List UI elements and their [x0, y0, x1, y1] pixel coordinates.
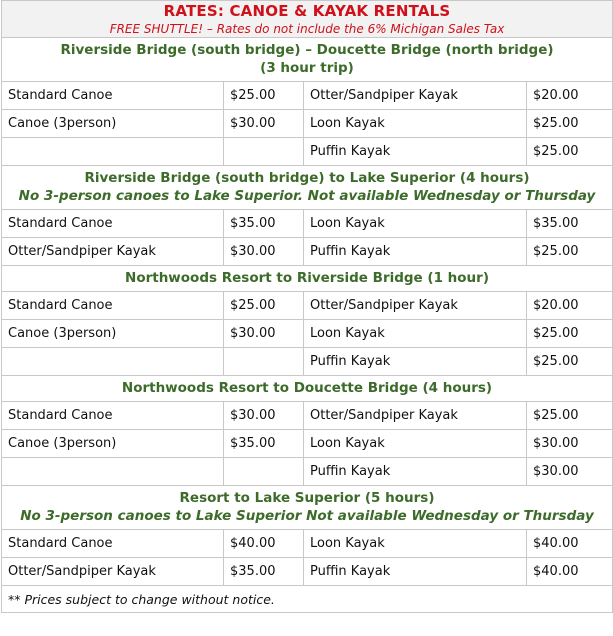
price-cell: $35.00 [224, 430, 304, 458]
price-cell [224, 348, 304, 376]
item-name-cell: Puffin Kayak [304, 238, 527, 266]
section-note: No 3-person canoes to Lake Superior Not available Wednesday or Thursday [20, 508, 594, 524]
table-row [2, 458, 613, 486]
item-name-cell: Canoe (3person) [2, 110, 224, 138]
item-name-cell: Canoe (3person) [2, 320, 224, 348]
item-name-cell: Canoe (3person) [2, 430, 224, 458]
table-row [2, 210, 613, 238]
footer-note: ** Prices subject to change without notice. [2, 586, 613, 613]
item-name-cell: Loon Kayak [304, 320, 527, 348]
table-row [2, 110, 613, 138]
section-header-row [2, 376, 613, 402]
item-name-cell: Standard Canoe [2, 210, 224, 238]
item-name-cell: Loon Kayak [304, 430, 527, 458]
price-cell: $20.00 [527, 292, 613, 320]
price-cell: $25.00 [527, 402, 613, 430]
item-name-cell [2, 348, 224, 376]
price-cell: $35.00 [527, 210, 613, 238]
section-header-row [2, 266, 613, 292]
price-cell: $25.00 [527, 138, 613, 166]
table-row [2, 138, 613, 166]
price-cell: $25.00 [527, 110, 613, 138]
item-name-cell: Puffin Kayak [304, 558, 527, 586]
item-name-cell: Puffin Kayak [304, 348, 527, 376]
table-row [2, 430, 613, 458]
footer-row [2, 586, 613, 613]
price-cell: $30.00 [527, 430, 613, 458]
item-name-cell: Standard Canoe [2, 402, 224, 430]
price-cell: $30.00 [224, 238, 304, 266]
item-name-cell: Standard Canoe [2, 292, 224, 320]
item-name-cell: Otter/Sandpiper Kayak [304, 82, 527, 110]
price-cell: $25.00 [527, 320, 613, 348]
item-name-cell: Otter/Sandpiper Kayak [2, 238, 224, 266]
section-header-row [2, 486, 613, 530]
section-header [2, 166, 613, 210]
price-cell: $30.00 [224, 110, 304, 138]
price-cell: $25.00 [224, 82, 304, 110]
section-header [2, 266, 613, 292]
price-cell: $30.00 [224, 402, 304, 430]
table-row [2, 402, 613, 430]
table-row [2, 348, 613, 376]
price-cell: $25.00 [527, 348, 613, 376]
item-name-cell: Otter/Sandpiper Kayak [304, 292, 527, 320]
price-cell: $25.00 [527, 238, 613, 266]
section-note: No 3-person canoes to Lake Superior. Not available Wednesday or Thursday [18, 188, 596, 204]
item-name-cell: Standard Canoe [2, 530, 224, 558]
item-name-cell: Loon Kayak [304, 110, 527, 138]
price-cell: $40.00 [527, 558, 613, 586]
rates-table [1, 0, 613, 613]
price-cell: $25.00 [224, 292, 304, 320]
item-name-cell [2, 458, 224, 486]
price-cell: $20.00 [527, 82, 613, 110]
section-title: (3 hour trip) [260, 60, 354, 76]
section-title: Riverside Bridge (south bridge) – Doucette Bridge (north bridge) [60, 42, 554, 58]
table-row [2, 238, 613, 266]
item-name-cell: Loon Kayak [304, 530, 527, 558]
price-cell: $35.00 [224, 210, 304, 238]
section-title: Northwoods Resort to Doucette Bridge (4 hours) [121, 380, 493, 396]
table-row [2, 558, 613, 586]
price-cell: $30.00 [527, 458, 613, 486]
table-row [2, 292, 613, 320]
table-header [2, 1, 613, 38]
item-name-cell: Otter/Sandpiper Kayak [2, 558, 224, 586]
section-header-row [2, 166, 613, 210]
price-cell [224, 458, 304, 486]
rates-table-body [2, 1, 613, 613]
price-cell: $35.00 [224, 558, 304, 586]
price-cell: $40.00 [224, 530, 304, 558]
section-header-row [2, 38, 613, 82]
item-name-cell [2, 138, 224, 166]
item-name-cell: Otter/Sandpiper Kayak [304, 402, 527, 430]
item-name-cell: Puffin Kayak [304, 458, 527, 486]
price-cell: $40.00 [527, 530, 613, 558]
item-name-cell: Puffin Kayak [304, 138, 527, 166]
item-name-cell: Standard Canoe [2, 82, 224, 110]
item-name-cell: Loon Kayak [304, 210, 527, 238]
price-cell: $30.00 [224, 320, 304, 348]
section-title: Northwoods Resort to Riverside Bridge (1 hour) [125, 270, 489, 286]
page-title: RATES: CANOE & KAYAK RENTALS [163, 2, 451, 20]
table-row [2, 530, 613, 558]
section-title: Riverside Bridge (south bridge) to Lake Superior (4 hours) [84, 170, 530, 186]
section-header [2, 376, 613, 402]
table-row [2, 320, 613, 348]
page-subtitle: FREE SHUTTLE! – Rates do not include the 6% Michigan Sales Tax [109, 22, 505, 36]
price-cell [224, 138, 304, 166]
section-header [2, 38, 613, 82]
table-row [2, 82, 613, 110]
section-title: Resort to Lake Superior (5 hours) [179, 490, 435, 506]
table-header-row [2, 1, 613, 38]
section-header [2, 486, 613, 530]
